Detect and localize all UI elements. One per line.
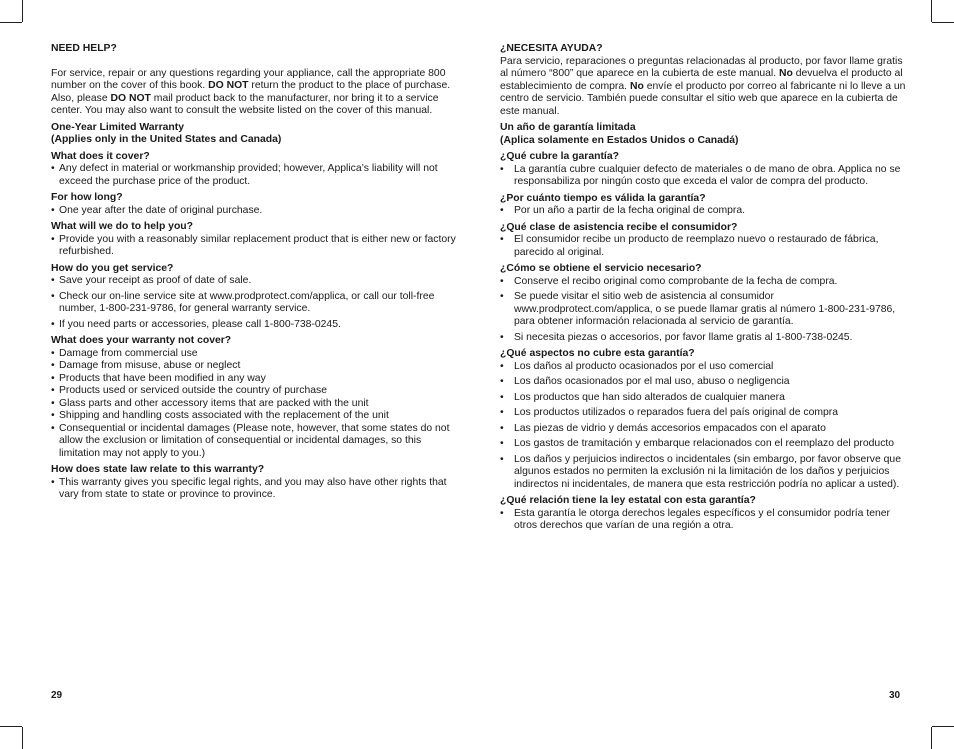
section-list [51, 205, 459, 218]
section-list [500, 164, 910, 189]
crop-mark [931, 0, 932, 22]
page-number: 29 [51, 690, 63, 701]
intro-paragraph: For service, repair or any questions regarding your appliance, call the appropriate 800 number on the cover of this book. DO NOT return the product to the place of purchase. Also, please DO NOT mail product back to the manufacturer, nor bring it to a service center. You may also want to consult the website listed on the cover of this manual. [51, 67, 451, 116]
warranty-subtitle: (Applies only in the United States and Canada) [51, 134, 282, 145]
list-item: • Por un año a partir de la fecha original de compra. [500, 205, 910, 218]
spanish-warranty-page [500, 43, 910, 533]
list-item: • Save your receipt as proof of date of sale. [51, 275, 459, 288]
section-list [51, 275, 459, 331]
list-item: • Los productos utilizados o reparados fuera del país original de compra [500, 407, 910, 420]
crop-mark [932, 22, 954, 23]
warranty-section [500, 263, 910, 344]
list-item: • Products that have been modified in any way [51, 373, 459, 386]
list-item: • Si necesita piezas o accesorios, por favor llame gratis al 1-800-738-0245. [500, 332, 910, 345]
crop-mark [0, 22, 22, 23]
list-item: • Shipping and handling costs associated with the replacement of the unit [51, 410, 459, 423]
list-item: • Provide you with a reasonably similar replacement product that is either new or factory refurbished. [51, 234, 459, 259]
section-heading: ¿Qué clase de asistencia recibe el consumidor? [500, 221, 738, 233]
warranty-sections [500, 151, 910, 533]
list-item: • One year after the date of original purchase. [51, 205, 459, 218]
need-help-heading: NEED HELP? [51, 43, 117, 54]
english-warranty-page [51, 43, 459, 502]
section-heading: ¿Qué cubre la garantía? [500, 151, 619, 162]
section-list [51, 234, 459, 259]
section-heading: How do you get service? [51, 262, 174, 274]
intro-paragraph: Para servicio, reparaciones o preguntas relacionadas al producto, por favor llame gratis al número “800” que aparece en la cubierta de este manual. No devuelva el producto al establecimiento de compra. No envíe el producto por correo al fabricante ni lo lleve a un centro de servicio. También puede consultar el sitio web que aparece en la cubierta de este manual. [500, 55, 906, 117]
list-item: • Consequential or incidental damages (Please note, however, that some states do not allow the exclusion or limitation of consequential or incidental damages, so this limitation may not apply to you.) [51, 423, 459, 461]
section-heading: ¿Qué aspectos no cubre esta garantía? [500, 348, 695, 359]
list-item: • If you need parts or accessories, please call 1-800-738-0245. [51, 319, 459, 332]
warranty-subtitle: (Aplica solamente en Estados Unidos o Canadá) [500, 134, 739, 146]
section-list [500, 508, 910, 533]
section-heading: For how long? [51, 192, 123, 203]
list-item: • Any defect in material or workmanship provided; however, Applica’s liability will not exceed the purchase price of the product. [51, 163, 459, 188]
warranty-sections [51, 151, 459, 502]
section-list [500, 205, 910, 218]
list-item: • Glass parts and other accessory items that are packed with the unit [51, 398, 459, 411]
section-heading: What will we do to help you? [51, 221, 193, 232]
list-item: • Damage from misuse, abuse or neglect [51, 360, 459, 373]
list-item: • Las piezas de vidrio y demás accesorios empacados con el aparato [500, 423, 910, 436]
list-item: • El consumidor recibe un producto de reemplazo nuevo o restaurado de fábrica, parecido al original. [500, 234, 910, 259]
section-list [500, 361, 910, 492]
list-item: • Los daños al producto ocasionados por el uso comercial [500, 361, 910, 374]
crop-mark [0, 726, 22, 727]
section-heading: What does it cover? [51, 150, 150, 162]
list-item: • La garantía cubre cualquier defecto de materiales o de mano de obra. Applica no se responsabiliza por ningún costo que exceda el valor de compra del producto. [500, 164, 910, 189]
list-item: • This warranty gives you specific legal rights, and you may also have other rights that vary from state to state or province to province. [51, 477, 459, 502]
warranty-section [500, 348, 910, 491]
section-heading: ¿Por cuánto tiempo es válida la garantía? [500, 192, 706, 204]
section-heading: How does state law relate to this warranty? [51, 464, 265, 475]
section-list [51, 163, 459, 188]
section-list [500, 276, 910, 345]
section-list [51, 477, 459, 502]
warranty-title: Un año de garantía limitada [500, 122, 636, 133]
section-list [500, 234, 910, 259]
warranty-section [51, 192, 459, 217]
crop-mark [931, 727, 932, 749]
list-item: • Products used or serviced outside the country of purchase [51, 385, 459, 398]
list-item: • Los gastos de tramitación y embarque relacionados con el reemplazo del producto [500, 438, 910, 451]
warranty-section [500, 222, 910, 260]
section-list [51, 348, 459, 461]
page-number: 30 [889, 690, 901, 701]
crop-mark [22, 0, 23, 22]
warranty-section [51, 464, 459, 502]
list-item: • Se puede visitar el sitio web de asistencia al consumidor www.prodprotect.com/applica, o se puede llamar gratis al número 1-800-231-9786, para obtener información relacionada al servicio de garantía. [500, 291, 910, 329]
list-item: • Esta garantía le otorga derechos legales específicos y el consumidor podría tener otros derechos que varían de una región a otra. [500, 508, 910, 533]
crop-mark [22, 727, 23, 749]
list-item: • Los daños y perjuicios indirectos o incidentales (sin embargo, por favor observe que algunos estados no permiten la exclusión ni la limitación de los daños y perjuicios indirectos ni incidentales, de manera que esta restricción podría no aplicar a usted). [500, 454, 910, 492]
warranty-section [500, 193, 910, 218]
warranty-section [500, 151, 910, 189]
warranty-section [51, 151, 459, 189]
need-help-heading: ¿NECESITA AYUDA? [500, 43, 603, 54]
section-heading: ¿Qué relación tiene la ley estatal con esta garantía? [500, 495, 756, 506]
warranty-section [51, 263, 459, 332]
warranty-section [51, 335, 459, 460]
section-heading: What does your warranty not cover? [51, 335, 232, 346]
list-item: • Los productos que han sido alterados de cualquier manera [500, 392, 910, 405]
list-item: • Conserve el recibo original como comprobante de la fecha de compra. [500, 276, 910, 289]
crop-mark [932, 726, 954, 727]
warranty-title: One-Year Limited Warranty [51, 121, 184, 133]
list-item: • Los daños ocasionados por el mal uso, abuso o negligencia [500, 376, 910, 389]
list-item: • Check our on-line service site at www.prodprotect.com/applica, or call our toll-free number, 1-800-231-9786, for general warranty service. [51, 291, 459, 316]
warranty-section [51, 221, 459, 259]
section-heading: ¿Cómo se obtiene el servicio necesario? [500, 263, 702, 274]
warranty-section [500, 495, 910, 533]
list-item: • Damage from commercial use [51, 348, 459, 361]
